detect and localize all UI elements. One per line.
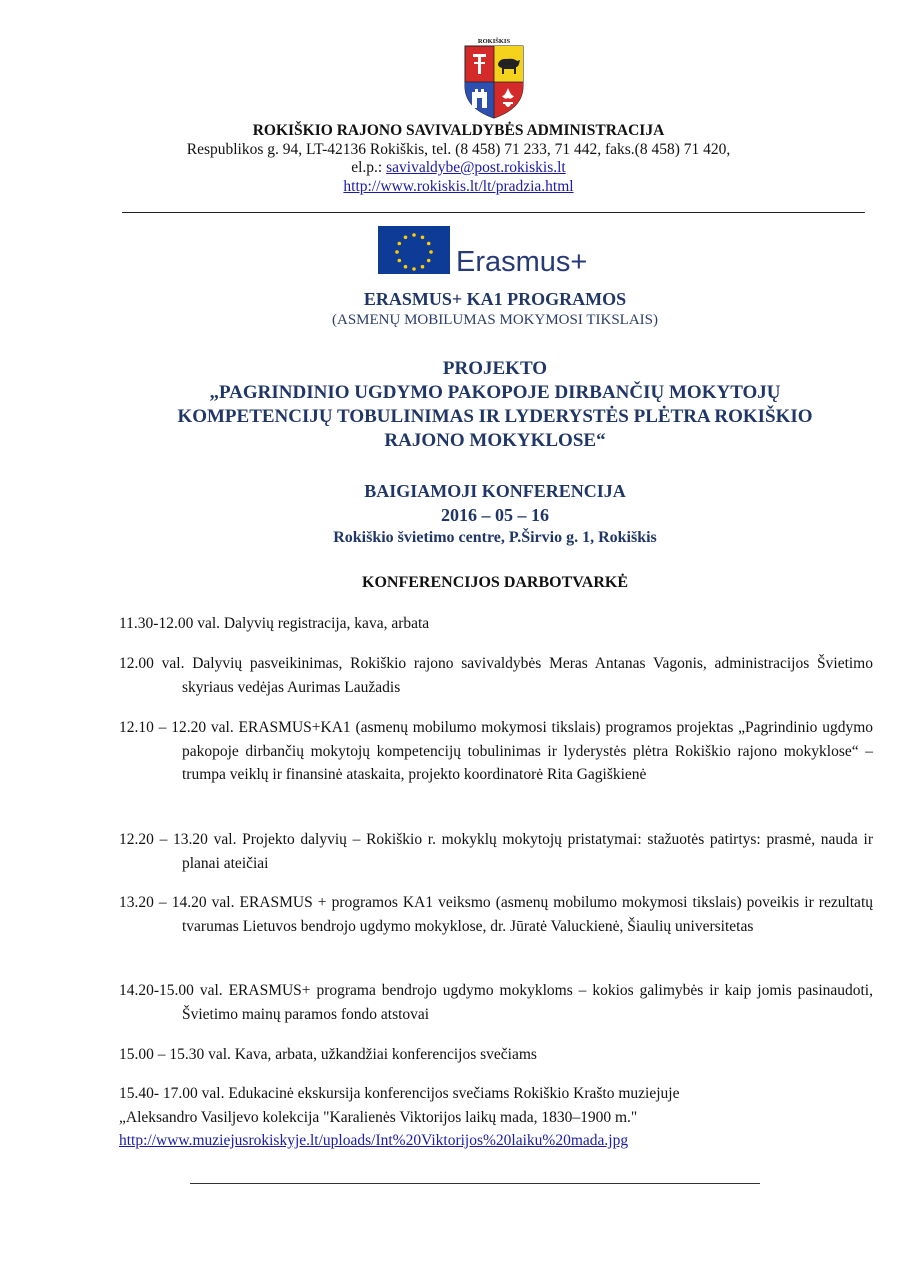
museum-link[interactable]: http://www.muziejusrokiskyje.lt/uploads/Int%20Viktorijos%20laiku%20mada.jpg [119,1132,629,1149]
agenda-item: 13.20 – 14.20 val. ERASMUS + programos KA1 veiksmo (asmenų mobilumo mokymosi tikslais) poveikis ir rezultatų tvarumas Lietuvos bendrojo ugdymo mokyklose, dr. Jūratė Valuckienė, Šiaulių universitetas [119,894,873,935]
agenda-item: 12.10 – 12.20 val. ERASMUS+KA1 (asmenų mobilumo mokymosi tikslais) programos projektas „Pagrindinio ugdymo pakopoje dirbančių mokytojų kompetencijų tobulinimas ir lyderystės plėtra Rokiškio rajono mokyklose“ – trumpa veiklų ir finansinė ataskaita, projekto koordinatorė Rita Gagiškienė [119,719,873,783]
eu-flag [378,226,450,274]
organization-email-line [0,158,917,177]
footer-divider [190,1183,760,1184]
email-prefix: el.p.: [351,159,387,176]
program-title: ERASMUS+ KA1 PROGRAMOS [363,289,627,309]
excursion-line: „Aleksandro Vasiljevo kolekcija "Karalienės Viktorijos laikų mada, 1830–1900 m." [119,1108,638,1126]
conference-title: BAIGIAMOJI KONFERENCIJA [364,481,626,501]
agenda-item-excursion [119,1082,873,1153]
rokiskis-coat-of-arms [459,36,529,120]
project-title-line: KOMPETENCIJŲ TOBULINIMAS IR LYDERYSTĖS PLĖTRA ROKIŠKIO [177,406,813,427]
conference-location: Rokiškio švietimo centre, P.Širvio g. 1, Rokiškis [333,529,657,546]
header-divider [122,212,865,213]
agenda-item: 15.00 – 15.30 val. Kava, arbata, užkandžiai konferencijos svečiams [119,1046,537,1063]
organization-name: ROKIŠKIO RAJONO SAVIVALDYBĖS ADMINISTRACIJA [252,122,665,139]
website-link[interactable]: http://www.rokiskis.lt/lt/pradzia.html [343,178,574,195]
conference-date: 2016 – 05 – 16 [441,505,549,525]
project-label: PROJEKTO [442,358,548,379]
program-subtitle: (ASMENŲ MOBILUMAS MOKYMOSI TIKSLAIS) [332,312,658,328]
agenda-item: 14.20-15.00 val. ERASMUS+ programa bendrojo ugdymo mokykloms – kokios galimybės ir kaip jomis pasinaudoti, Švietimo mainų paramos fondo atstovai [119,982,873,1023]
agenda-item: 11.30-12.00 val. Dalyvių registracija, kava, arbata [119,615,430,632]
organization-address: Respublikos g. 94, LT-42136 Rokiškis, tel. (8 458) 71 233, 71 442, faks.(8 458) 71 420, [186,141,731,158]
project-title-line: RAJONO MOKYKLOSE“ [384,430,606,451]
crest-label: ROKIŠKIS [477,38,511,45]
excursion-line: 15.40- 17.00 val. Edukacinė ekskursija konferencijos svečiams Rokiškio Krašto muziejuje [119,1085,680,1102]
agenda-item: 12.00 val. Dalyvių pasveikinimas, Rokiškio rajono savivaldybės Meras Antanas Vagonis, administracijos Švietimo skyriaus vedėjas Aurimas Laužadis [119,655,873,696]
agenda-item: 12.20 – 13.20 val. Projekto dalyvių – Rokiškio r. mokyklų mokytojų pristatymai: stažuotės patirtys: prasmė, nauda ir planai ateičiai [119,831,873,872]
erasmus-logo-text: Erasmus+ [456,246,588,276]
email-link[interactable]: savivaldybe@post.rokiskis.lt [386,159,566,176]
agenda-title: KONFERENCIJOS DARBOTVARKĖ [362,574,628,591]
project-title-line: „PAGRINDINIO UGDYMO PAKOPOJE DIRBANČIŲ MOKYTOJŲ [209,382,781,403]
erasmus-plus-logo [378,226,614,276]
project-title-block [60,357,917,453]
organization-website-line [0,177,917,196]
